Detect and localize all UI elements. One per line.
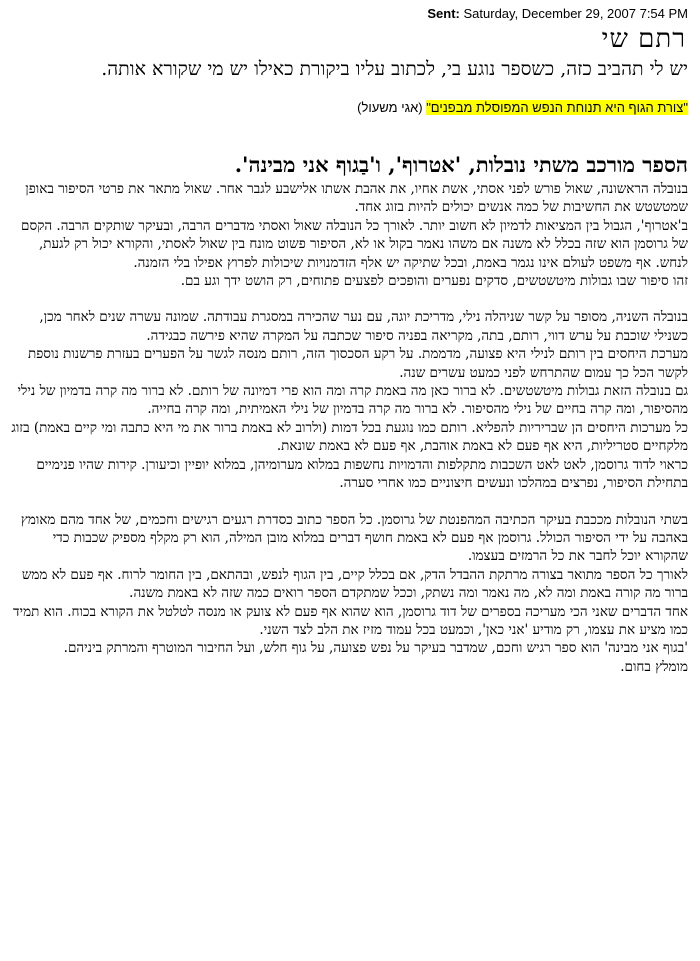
body-paragraph: ב'אטרוף', הגבול בין המציאות לדמיון לא חשוב יותר. לאורך כל הנובלה שאול ואסתי מדברים הרבה, ובעיקר שותקים הרבה. הקסם של גרוסמן הוא שזה בכלל לא משנה אם משהו נאמר בקול או לא, הסיפור פשוט מונח בין שאול לאסתי, והקורא יכול רק לגעת, לנחש. אף משפט לעולם אינו נגמר באמת, ובכל שתיקה יש אלף הזדמנויות שיכולות לפרוץ אפילו בלי הזמנה.	[21, 217, 688, 271]
body-paragraph: 'בגוף אני מבינה' הוא ספר רגיש וחכם, שמדבר בעיקר על נפש פצועה, על גוף חלש, ועל החיבור המוטרף והמרתק ביניהם.	[63, 640, 688, 657]
body-paragraph: מומלץ בחום.	[620, 658, 688, 675]
body-paragraph: בשתי הנובלות מככבת בעיקר הכתיבה המהפנטת של גרוסמן. כל הספר כתוב כסדרת רגעים רגישים וחכמים, של אחד מהם מאומץ באהבה על ידי הסיפור הכולל. גרוסמן אף פעם לא באמת חושף דברים במלוא מובן המילה, הוא רק מקלף מספיק שכבות כדי שהקורא יוכל לחבר את כל הרמזים בעצמו.	[20, 511, 688, 565]
paragraph-gap	[8, 493, 688, 511]
highlighted-quote: "צורת הגוף היא תנוחת הנפש המפוסלת מבפנים"	[426, 100, 688, 115]
author-name: רתם שי	[601, 24, 686, 54]
body-paragraph: מערכת היחסים בין רותם לנילי היא פצועה, מדממת. על רקע הסכסוך הזה, רותם מנסה לגשר על הפערים בעזרת פרשנות נוספת לקשר הכל כך עמום שהתרחש לפני כמעט עשרים שנה.	[28, 346, 688, 381]
sent-label: Sent:	[427, 6, 460, 21]
body-paragraph: לאורך כל הספר מתואר בצורה מרתקת ההבדל הדק, אם בכלל קיים, בין הגוף לנפש, ובהתאם, בין החומר לרוח. אף פעם לא ממש ברור מה קורה באמת ומה לא, מה נאמר ומה נשתק, וככל שמתקדם הספר רואים כמה שזה לא באמת משנה.	[21, 566, 688, 602]
review-body	[8, 180, 688, 676]
body-paragraph: אחד הדברים שאני הכי מעריכה בספרים של דוד גרוסמן, הוא שהוא אף פעם לא צועק או מנסה לטלטל את הקורא בכוח. הוא תמיד כמו מציע את עצמו, רק מודיע 'אני כאן', וכמעט בכל עמוד מזיז את הלב לצד השני.	[13, 603, 688, 638]
quote-attribution: (אגי משעול)	[357, 100, 423, 115]
body-paragraph: בנובלה הראשונה, שאול פורש לפני אסתי, אשת אחיו, את אהבת אשתו אלישבע לגבר אחר. שאול מתאר את פרטי הסיפור באופן שמטשטש את החשיבות של כמה אנשים יכולים להיות בזוג אחד.	[25, 181, 688, 216]
review-headline: הספר מורכב משתי נובלות, 'אטרוף', ו'בַגוף אני מבינה'.	[234, 152, 688, 177]
body-paragraph: זהו סיפור שבו גבולות מיטשטשים, סדקים נפערים והופכים לפצעים פתוחים, רק הושט ידך וגע בם.	[180, 273, 688, 290]
body-paragraph: גם בנובלה הזאת גבולות מיטשטשים. לא ברור כאן מה באמת קרה ומה הוא פרי דמיונה של רותם. לא ברור מה קרה בדמיון של נילי מהסיפור, ומה קרה בחיים של נילי מהסיפור. לא ברור מה קרה בדמיון של נילי האמיתית, ומה קרה בחייה.	[17, 383, 688, 418]
body-paragraph: בנובלה השניה, מסופר על קשר שניהלה נילי, מדריכת יוגה, עם נער שהכירה במסגרת עבודתה. שמונה עשרה שנים לאחר מכן, כשנילי שוכבת על ערש דווי, רותם, בתה, מקריאה בפניה סיפור שכתבה על המקרה שהיא פירשה כבגידה.	[39, 309, 688, 344]
sent-value: Saturday, December 29, 2007 7:54 PM	[463, 6, 688, 21]
body-paragraph: כל מערכות היחסים הן שבריריות להפליא. רותם כמו נוגעת בכל דמות (ולרוב לא באמת ברור את מי היא כתבה ומי קיים באמת) בזוג מלקחיים סטריליות, היא אף פעם לא באמת אוהבת, אף פעם לא באמת שונאת.	[11, 419, 688, 455]
paragraph-gap	[8, 290, 688, 308]
sent-header	[427, 6, 688, 21]
epigraph-quote	[357, 100, 688, 115]
intro-line: יש לי תהביב כזה, כשספר נוגע בי, לכתוב עליו ביקורת כאילו יש מי שקורא אותה.	[101, 58, 688, 80]
body-paragraph: כראוי לדוד גרוסמן, לאט לאט השכבות מתקלפות והדמויות נחשפות במלוא מערומיהן, במלוא יופיין וכיעורן. קירות שהיו פנימיים בתחילת הסיפור, נפרצים במהלכו ונעשים חיצוניים כמו אחרי סערה.	[36, 456, 688, 492]
